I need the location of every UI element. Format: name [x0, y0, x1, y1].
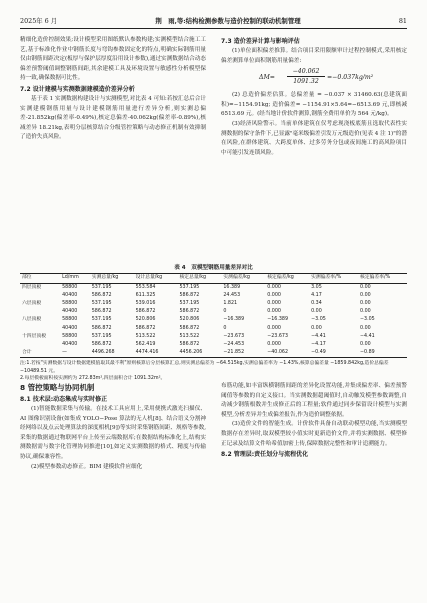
paragraph: 精细化造价控制效果;设计模型采用图纸默认参数构建;实测模型结合施工工艺,基于标准化作业中钢筋长度与弯钩参数固定化的特点,明确实际钢筋用量仅由钢筋间距决定(板厚与保护层厚度沿用设计参数),通过实测数据结合动态偏差预警阈值调整钢筋间距,其余建模工具及环境设置与敏感性分析模型保持一致,确保数据可比性。 [20, 37, 206, 82]
table-cell: 586.872 [179, 325, 200, 331]
column-header: 实测偏差/kg [221, 274, 265, 284]
table-cell: 0.00 [360, 325, 371, 331]
section-heading-7-2: 7.2 设计建模与实测数据建模造价差异分析 [20, 85, 135, 93]
table-cell: 562.419 [135, 341, 156, 347]
table-note: 2.每层模板面积按实测约为 272.83m²,四层面积合计 1091.32m²。 [20, 376, 166, 382]
table-note: 注:1.若按"实测数据与设计数据建模值取其最不利"原则核算后分层核算汇总,则实测总偏差为 −64.515kg,实测总偏差率为 −1.43%,核算总偏差量 −1859.842kg,造价总偏差 −10489.51 元。 [20, 361, 389, 374]
table-cell: 40400 [62, 292, 78, 298]
table-cell: 611.325 [135, 292, 156, 298]
table-cell [20, 341, 60, 349]
paragraph: 布筋功能,如丰富纵横钢筋间距的差异化设置功能,并集成偏差率、偏差预警阈值等参数的自定义接口。当实测数据超阈值时,自动触发模型参数调整,自动减少钢筋根数并生成修正后的工程量;软件通过同步保留设计模型与实测模型,分析差异并生成偏差报告,作为造价调整依据。 [221, 383, 407, 418]
table-cell [20, 308, 60, 316]
table-row [20, 341, 407, 349]
header-rule [20, 28, 407, 29]
paragraph: (1)智能数据采集与传输。在技术工具应用上,采用便携式激光扫描仪、AI 图像识别设备(如集成 YOLO−Pose 算法的无人机[8]、结合语义分割神经网络以及点云处理算法的深度相机[9])等实时采集钢筋间距、规格等参数,采集的数据通过物联网平台上传至云端数据库;在数据结构标准化上,结构实测数据需与数字化管理协同推进[10],如定义实测数据的格式、精度与传输协议,确保兼容性。 [20, 406, 206, 460]
column-header: 核定偏差率/% [358, 274, 407, 284]
table-cell: 四层顶板 [22, 284, 42, 290]
table-cell: 八层顶板 [22, 317, 42, 323]
table-header-row [20, 274, 407, 284]
formula-rhs: =−0.037kg/m² [327, 74, 374, 82]
table-cell: 58800 [62, 317, 78, 323]
table-cell: −40.062 [265, 349, 309, 358]
paragraph: (2)模型参数动态修正。BIM 建模软件应细化 [31, 463, 143, 470]
table-row [20, 283, 407, 292]
table-cell: 0 [223, 325, 227, 331]
table-cell: 553.584 [135, 284, 156, 290]
table-row [20, 333, 407, 341]
table-row [20, 316, 407, 324]
table-cell: −4.41 [360, 333, 375, 339]
table-cell: 539.016 [135, 300, 156, 306]
paragraph: (1)单位面积偏差推算。结合项目采用限额审计过程控制模式,采用核定偏差测算单位面积钢筋用量偏差: [221, 48, 407, 64]
column-header: 设计总量/kg [134, 274, 178, 284]
table-cell [20, 325, 60, 333]
table-row [20, 300, 407, 308]
table-cell: 520.806 [135, 317, 156, 323]
table-cell: 0.000 [267, 309, 281, 315]
table-cell: −4.17 [311, 341, 326, 347]
table-cell: 0.000 [267, 300, 281, 306]
table-cell: 4.17 [311, 292, 322, 298]
column-header: Ld/mm [60, 274, 90, 284]
table-cell: 0.000 [267, 325, 281, 331]
table-notes [20, 360, 407, 382]
table-cell: −3.05 [360, 317, 375, 323]
table-cell: 3.05 [311, 284, 322, 290]
formula-denominator: 1091.32 [293, 78, 319, 86]
table-cell: 4474.416 [134, 349, 178, 358]
table-cell: 0.000 [267, 284, 281, 290]
column-header: 核定总量/kg [177, 274, 221, 284]
table-cell: 0 [223, 309, 227, 315]
right-column-top [221, 36, 407, 158]
right-column-bottom [221, 382, 407, 460]
column-header: 部位 [20, 274, 60, 284]
table-cell: 58800 [62, 284, 78, 290]
table-cell: −3.05 [311, 317, 326, 323]
table-cell [20, 292, 60, 300]
table-cell: −24.453 [223, 341, 245, 347]
table-cell: 0.00 [311, 325, 322, 331]
table-cell: 4496.268 [90, 349, 134, 358]
table-cell: 513.522 [135, 333, 156, 339]
table-cell: 586.872 [179, 341, 200, 347]
table-cell: — [60, 349, 90, 358]
table-cell: 十四层顶板 [22, 333, 46, 339]
table-cell: −21.852 [221, 349, 265, 358]
table-cell: 0.34 [311, 300, 322, 306]
table-cell: 合计 [20, 349, 60, 358]
table-cell: 24.453 [223, 292, 241, 298]
table-cell: −23.673 [223, 333, 245, 339]
table-caption: 表 4 双模型钢筋用量差异对比 [174, 265, 253, 271]
table-cell: 0.000 [267, 292, 281, 298]
table-cell: 六层顶板 [22, 300, 42, 306]
header-title: 荆 雨,等:结构检测参数与造价控制的联动机制管理 [155, 17, 301, 25]
table-cell: 520.806 [179, 317, 200, 323]
paragraph: 基于表 1 实测数据构建设计与实测模型,对比表 4 可知:若按汇总后合计实测建模钢筋用量与设计建模钢筋用量进行差异分析,则实测总偏差-21.852kg(偏差率-0.49%),核定总偏差-40.062kg(偏差率-0.89%),核减差异 18.21kg,表明分层核算结合分级管控策略与动态修正机制有效抑制了造价失真风险。 [20, 95, 206, 141]
table-cell: 586.872 [91, 341, 112, 347]
section-heading-8-1: 8.1 技术层:动态集成与实时修正 [20, 396, 108, 403]
table-cell: 586.872 [91, 325, 112, 331]
formula-fraction [287, 67, 325, 86]
table-cell: 0.00 [360, 292, 371, 298]
paragraph: (3)造价文件的智能生成。计价软件具备自动联动模型功能,当实测模型数据存在差异时,取双模型较小值实时更新造价文件,并将实测数据、模型修正记录及结算文件哈希值加密上传,保障数据完整性和审计追溯能力。 [221, 421, 407, 447]
formula-lhs: ΔM= [259, 74, 275, 82]
column-header: 实测偏差率/% [309, 274, 358, 284]
table-cell: −23.673 [267, 333, 289, 339]
table-cell: −0.89 [358, 349, 407, 358]
left-column-bottom [20, 382, 206, 472]
table-cell: 16.389 [223, 284, 241, 290]
section-heading-7-3: 7.3 造价差异计算与影响评估 [221, 38, 300, 45]
page-number: 81 [398, 17, 407, 25]
table-cell: 0.00 [360, 309, 371, 315]
table-cell: 586.872 [135, 325, 156, 331]
table-cell: 40400 [62, 341, 78, 347]
table-cell: 58800 [62, 333, 78, 339]
table-cell: 513.522 [179, 333, 200, 339]
column-header: 核定偏差/kg [265, 274, 309, 284]
formula [221, 67, 407, 89]
table-cell: 58800 [62, 300, 78, 306]
table-cell: 0.00 [360, 341, 371, 347]
table-cell: 0.00 [360, 300, 371, 306]
table-cell: 4456.206 [177, 349, 221, 358]
table-cell: 0.00 [311, 309, 322, 315]
table-cell: 1.821 [223, 300, 238, 306]
table-4 [20, 264, 407, 383]
table-cell: −0.49 [309, 349, 358, 358]
table-cell: 40400 [62, 309, 78, 315]
table-cell: −16.389 [223, 317, 245, 323]
left-column-top [20, 36, 206, 143]
table-cell: 537.195 [179, 284, 200, 290]
header-date: 2025年 6 月 [20, 17, 58, 25]
paragraph: (3)经济风险警示。当前单体建筑在仅考虑现浇板底筋且选取代表性实测数据的保守条件下,已显露"毫米级偏差引发万元级造价(见表 4 注 1)"的潜在风险,在群体建筑、大跨度单体、过多劳务分包或夜间施工的高风险项目中可能引发连锁风险。 [221, 120, 407, 156]
paragraph: (2) 总造价偏差估算。总偏差量 = −0.037 × 31460.63(总建筑面积)=−1154.91kg; 造价偏差= −1154.91×5.64=−6513.69 元,即核减 6513.69 元。(经当地计价软件测算,钢筋全费用单价为 564 元/kg)。 [221, 92, 407, 118]
section-heading-8: 8 管控策略与协同机制 [20, 383, 95, 392]
table-cell: 0.00 [360, 284, 371, 290]
formula-numerator: −40.062 [287, 67, 325, 77]
section-heading-8-2: 8.2 管理层:责任划分与流程优化 [221, 451, 309, 459]
table-cell: 537.195 [91, 300, 112, 306]
table-cell: 586.872 [91, 292, 112, 298]
table-row [20, 292, 407, 300]
table-cell: 537.195 [91, 317, 112, 323]
table-row [20, 308, 407, 316]
table-cell: 537.195 [179, 300, 200, 306]
table-cell: 586.872 [91, 309, 112, 315]
table-cell: 0.000 [267, 341, 281, 347]
table-cell: −4.41 [311, 333, 326, 339]
table-cell: 586.872 [179, 309, 200, 315]
table-cell: 586.872 [179, 292, 200, 298]
comparison-table [20, 273, 407, 358]
table-cell: 40400 [62, 325, 78, 331]
table-cell: 537.195 [91, 333, 112, 339]
column-header: 实测总量/kg [90, 274, 134, 284]
table-row [20, 349, 407, 358]
table-cell: −16.389 [267, 317, 289, 323]
table-cell: 586.872 [135, 309, 156, 315]
running-header [20, 11, 407, 25]
table-cell: 537.195 [91, 284, 112, 290]
table-row [20, 325, 407, 333]
